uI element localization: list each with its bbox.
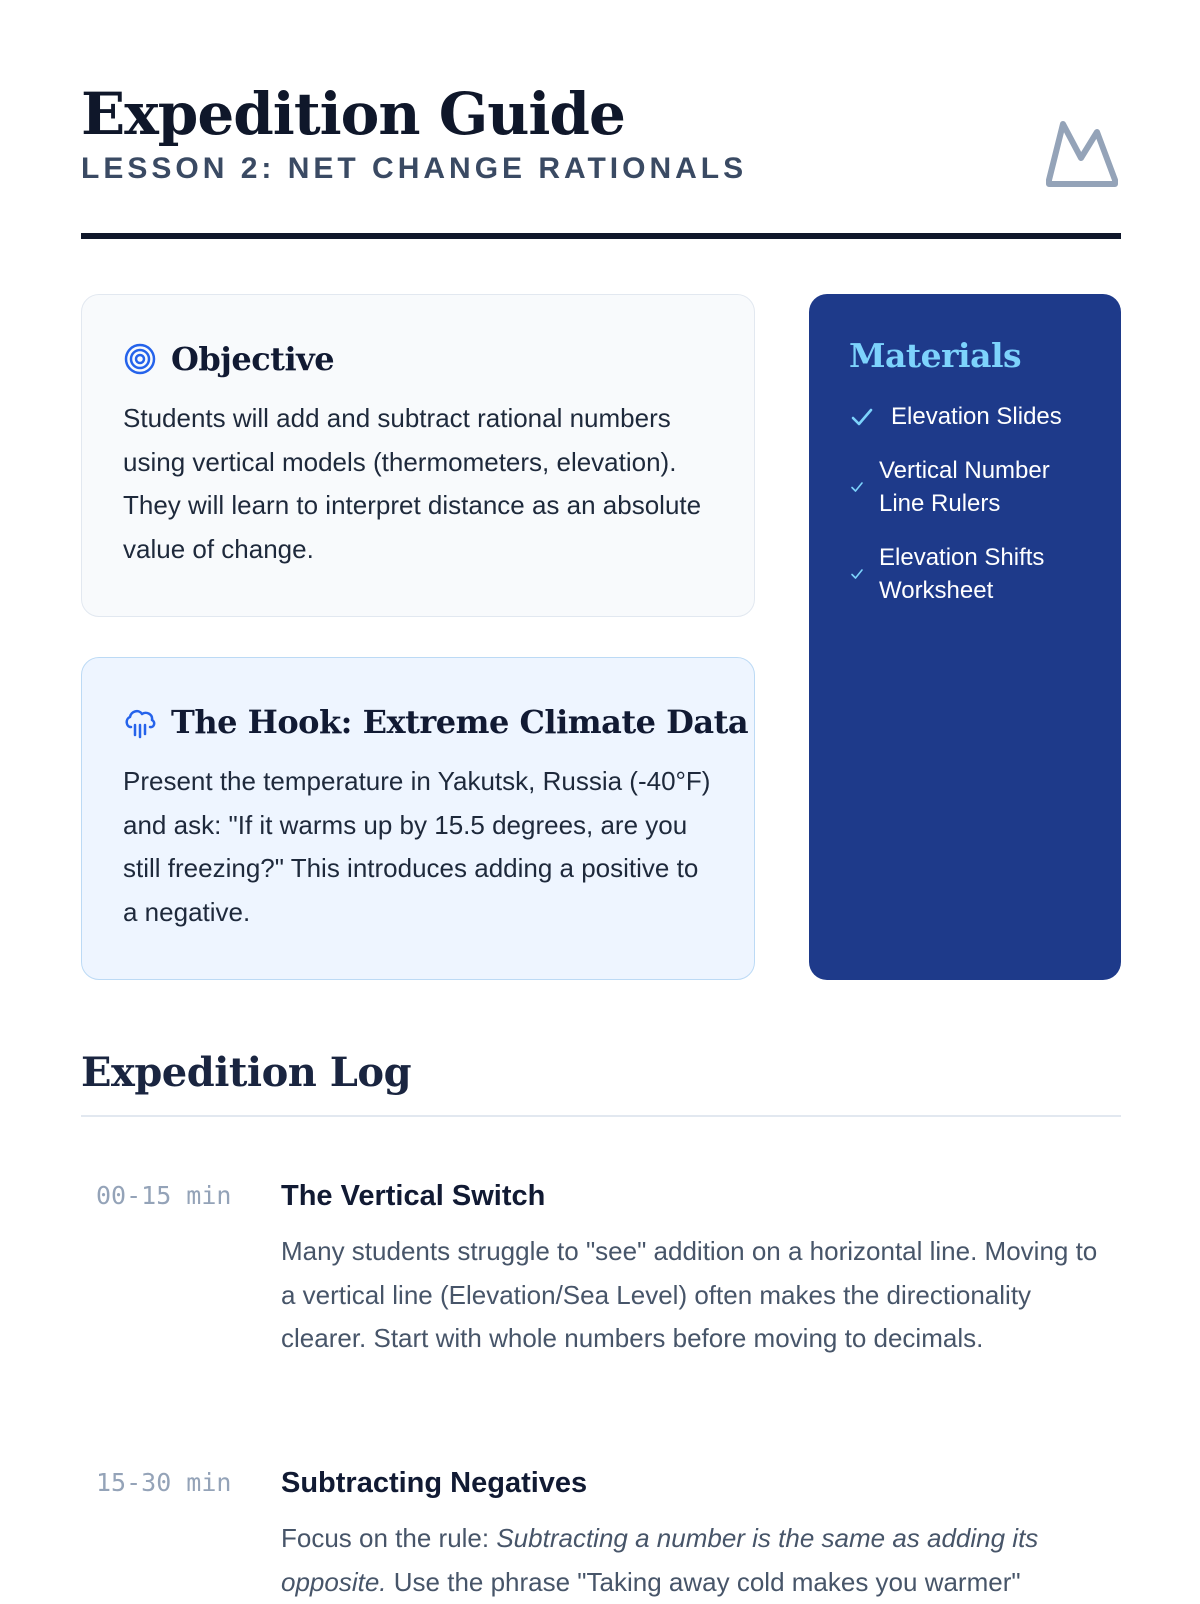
lesson-subtitle: LESSON 2: NET CHANGE RATIONALS [81, 152, 748, 185]
mountain-icon [1045, 118, 1121, 190]
materials-item [849, 541, 1081, 607]
entry-time: 00-15 min [96, 1181, 232, 1210]
materials-item [849, 400, 1081, 433]
entry-time: 15-30 min [96, 1468, 232, 1497]
objective-header [123, 335, 714, 383]
page-title: Expedition Guide [81, 80, 625, 148]
materials-item-label: Elevation Slides [891, 403, 1062, 430]
entry-title: The Vertical Switch [281, 1180, 546, 1212]
hook-header [123, 698, 749, 746]
log-divider [81, 1115, 1121, 1117]
header-divider [81, 233, 1121, 239]
objective-text: Students will add and subtract rational numbers using vertical models (thermometers, elevation). They will learn to interpret distance as an absolute value of change. [123, 403, 702, 564]
entry-title: Subtracting Negatives [281, 1467, 588, 1499]
entry-text: Many students struggle to "see" addition on a horizontal line. Moving to a vertical line (Elevation/Sea Level) often makes the directionality clearer. Start with whole numbers before moving to decimals. [281, 1236, 1098, 1353]
materials-item-label: Elevation Shifts Worksheet [879, 544, 1045, 604]
entry-text-emphasis: Subtracting a number is the same as adding its opposite. [281, 1523, 1039, 1597]
check-icon [849, 566, 865, 582]
check-icon [849, 479, 865, 495]
log-title: Expedition Log [81, 1049, 412, 1096]
entry-text-prefix: Focus on the rule: [281, 1523, 497, 1553]
materials-panel [809, 294, 1121, 980]
hook-title: The Hook: Extreme Climate Data [171, 703, 749, 741]
check-icon [849, 404, 875, 430]
objective-title: Objective [171, 340, 335, 378]
hook-text: Present the temperature in Yakutsk, Russia (-40°F) and ask: "If it warms up by 15.5 degrees, are you still freezing?" This introduces adding a positive to a negative. [123, 766, 711, 927]
materials-title: Materials [849, 336, 1022, 375]
entry-text [281, 1517, 1111, 1604]
entry-text-suffix: Use the phrase "Taking away cold makes you warmer" [386, 1566, 1021, 1597]
materials-item-label: Vertical Number Line Rulers [879, 457, 1050, 517]
target-icon [123, 342, 157, 376]
materials-item [849, 454, 1081, 520]
page-header [81, 80, 1121, 240]
rain-cloud-icon [123, 705, 157, 739]
materials-list [849, 400, 1081, 607]
hook-card [81, 657, 755, 980]
objective-card [81, 294, 755, 617]
